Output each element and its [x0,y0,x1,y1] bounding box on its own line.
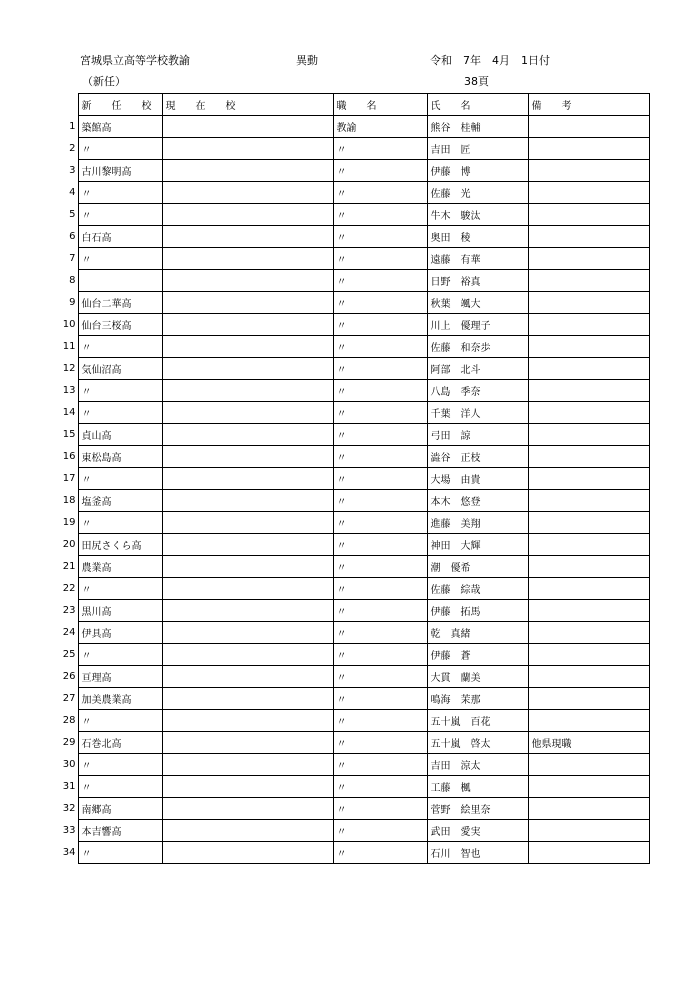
position-cell: 〃 [333,182,427,204]
new-school-cell: 加美農業高 [78,688,162,710]
current-school-cell [162,512,333,534]
table-row [62,578,649,600]
new-school-cell: 〃 [78,402,162,424]
note-cell [528,116,649,138]
position-cell: 〃 [333,402,427,424]
row-number: 28 [62,715,76,726]
note-cell [528,754,649,776]
row-number: 1 [69,121,76,132]
table-row [62,138,649,160]
current-school-cell [162,204,333,226]
new-school-cell: 南郷高 [78,798,162,820]
position-cell: 〃 [333,446,427,468]
note-cell [528,336,649,358]
table-row [62,490,649,512]
position-cell: 〃 [333,820,427,842]
position-cell: 〃 [333,732,427,754]
new-school-cell: 仙台二華高 [78,292,162,314]
row-number: 3 [69,165,76,176]
position-cell: 〃 [333,380,427,402]
current-school-cell [162,600,333,622]
position-cell: 〃 [333,512,427,534]
row-number: 21 [62,561,76,572]
new-school-cell: 伊具高 [78,622,162,644]
current-school-cell [162,710,333,732]
name-cell: 五十嵐 啓太 [427,732,528,754]
table-row [62,468,649,490]
note-cell [528,446,649,468]
personnel-table [62,93,650,864]
name-cell: 阿部 北斗 [427,358,528,380]
position-cell: 〃 [333,314,427,336]
row-number: 27 [62,693,76,704]
new-school-cell: 〃 [78,842,162,864]
current-school-cell [162,732,333,754]
row-number: 32 [62,803,76,814]
position-cell: 〃 [333,600,427,622]
row-number: 16 [62,451,76,462]
table-row [62,820,649,842]
table-row [62,688,649,710]
note-cell [528,688,649,710]
position-cell: 〃 [333,754,427,776]
position-cell: 〃 [333,468,427,490]
position-cell: 〃 [333,138,427,160]
name-cell: 伊藤 博 [427,160,528,182]
table-row [62,644,649,666]
name-cell: 佐藤 光 [427,182,528,204]
current-school-cell [162,380,333,402]
note-cell [528,468,649,490]
position-cell: 〃 [333,248,427,270]
note-cell [528,248,649,270]
new-school-cell: 亘理高 [78,666,162,688]
row-number: 17 [62,473,76,484]
new-school-cell: 〃 [78,710,162,732]
note-cell [528,358,649,380]
note-cell [528,776,649,798]
table-row [62,248,649,270]
current-school-cell [162,490,333,512]
table-row [62,380,649,402]
new-school-cell: 〃 [78,644,162,666]
row-number: 26 [62,671,76,682]
name-cell: 日野 裕真 [427,270,528,292]
name-cell: 佐藤 和奈歩 [427,336,528,358]
position-cell: 〃 [333,358,427,380]
new-school-cell: 東松島高 [78,446,162,468]
table-row [62,182,649,204]
note-cell [528,424,649,446]
new-school-cell: 〃 [78,138,162,160]
section-label: （新任） [82,75,126,88]
row-number: 33 [62,825,76,836]
table-row [62,160,649,182]
new-school-cell: 築館高 [78,116,162,138]
new-school-cell: 本吉響高 [78,820,162,842]
current-school-cell [162,358,333,380]
note-cell [528,292,649,314]
new-school-cell: 〃 [78,380,162,402]
row-number: 34 [62,847,76,858]
name-cell: 伊藤 拓馬 [427,600,528,622]
note-cell [528,314,649,336]
note-cell [528,710,649,732]
table-row [62,512,649,534]
position-cell: 〃 [333,424,427,446]
table-row [62,446,649,468]
new-school-cell: 〃 [78,182,162,204]
new-school-cell: 白石高 [78,226,162,248]
current-school-cell [162,644,333,666]
new-school-cell: 〃 [78,468,162,490]
current-school-cell [162,182,333,204]
row-number: 14 [62,407,76,418]
table-row [62,534,649,556]
position-cell: 〃 [333,556,427,578]
name-cell: 本木 悠登 [427,490,528,512]
position-cell: 〃 [333,622,427,644]
name-cell: 神田 大輝 [427,534,528,556]
table-row [62,666,649,688]
row-number: 23 [62,605,76,616]
name-cell: 石川 智也 [427,842,528,864]
new-school-cell: 仙台三桜高 [78,314,162,336]
effective-date: 令和 7年 4月 1日付 [430,54,550,67]
note-cell: 他県現職 [528,732,649,754]
current-school-header: 現 在 校 [162,94,333,116]
name-cell: 澁谷 正枝 [427,446,528,468]
row-number: 20 [62,539,76,550]
position-cell: 〃 [333,578,427,600]
name-cell: 佐藤 綜哉 [427,578,528,600]
table-row [62,204,649,226]
table-row [62,424,649,446]
name-cell: 川上 優理子 [427,314,528,336]
row-number: 15 [62,429,76,440]
name-cell: 吉田 涼太 [427,754,528,776]
row-number: 2 [69,143,76,154]
row-number: 22 [62,583,76,594]
note-cell [528,600,649,622]
table-row [62,710,649,732]
position-cell: 〃 [333,534,427,556]
position-cell: 〃 [333,336,427,358]
note-cell [528,512,649,534]
current-school-cell [162,314,333,336]
name-cell: 牛木 駿汰 [427,204,528,226]
table-row [62,600,649,622]
current-school-cell [162,688,333,710]
new-school-cell: 〃 [78,248,162,270]
name-cell: 弓田 諒 [427,424,528,446]
name-cell: 乾 真緒 [427,622,528,644]
new-school-cell: 黒川高 [78,600,162,622]
note-cell [528,842,649,864]
position-header: 職 名 [333,94,427,116]
position-cell: 〃 [333,710,427,732]
note-cell [528,644,649,666]
row-number-header [62,94,78,116]
current-school-cell [162,160,333,182]
row-number: 24 [62,627,76,638]
new-school-cell: 農業高 [78,556,162,578]
current-school-cell [162,556,333,578]
position-cell: 〃 [333,644,427,666]
new-school-cell: 気仙沼高 [78,358,162,380]
note-cell [528,138,649,160]
name-cell: 伊藤 蒼 [427,644,528,666]
table-row [62,842,649,864]
row-number: 5 [69,209,76,220]
name-cell: 八島 季奈 [427,380,528,402]
row-number: 10 [62,319,76,330]
page-number: 38頁 [464,75,489,88]
position-cell: 〃 [333,842,427,864]
name-cell: 吉田 匠 [427,138,528,160]
current-school-cell [162,424,333,446]
table-header-row [62,94,649,116]
note-cell [528,182,649,204]
current-school-cell [162,842,333,864]
current-school-cell [162,138,333,160]
new-school-cell: 〃 [78,204,162,226]
position-cell: 〃 [333,204,427,226]
current-school-cell [162,226,333,248]
new-school-cell: 古川黎明高 [78,160,162,182]
position-cell: 〃 [333,226,427,248]
name-cell: 工藤 楓 [427,776,528,798]
name-cell: 熊谷 桂輔 [427,116,528,138]
note-cell [528,490,649,512]
table-row [62,622,649,644]
current-school-cell [162,292,333,314]
row-number: 13 [62,385,76,396]
row-number: 11 [62,341,76,352]
row-number: 31 [62,781,76,792]
name-cell: 菅野 絵里奈 [427,798,528,820]
current-school-cell [162,622,333,644]
name-cell: 五十嵐 百花 [427,710,528,732]
position-cell: 〃 [333,798,427,820]
note-cell [528,402,649,424]
current-school-cell [162,270,333,292]
table-row [62,732,649,754]
table-row [62,336,649,358]
position-cell: 〃 [333,270,427,292]
row-number: 19 [62,517,76,528]
table-row [62,556,649,578]
note-cell [528,798,649,820]
note-header: 備 考 [528,94,649,116]
new-school-cell [78,270,162,292]
row-number: 30 [62,759,76,770]
current-school-cell [162,336,333,358]
new-school-cell: 〃 [78,578,162,600]
current-school-cell [162,446,333,468]
note-cell [528,666,649,688]
current-school-cell [162,402,333,424]
current-school-cell [162,248,333,270]
new-school-cell: 〃 [78,754,162,776]
note-cell [528,380,649,402]
table-row [62,292,649,314]
row-number: 12 [62,363,76,374]
document-category: 異動 [296,54,318,67]
position-cell: 〃 [333,666,427,688]
row-number: 7 [69,253,76,264]
note-cell [528,622,649,644]
row-number: 4 [69,187,76,198]
name-cell: 遠藤 有華 [427,248,528,270]
name-cell: 鳴海 茉那 [427,688,528,710]
new-school-cell: 石巻北高 [78,732,162,754]
table-row [62,402,649,424]
row-number: 8 [69,275,76,286]
row-number: 18 [62,495,76,506]
position-cell: 教諭 [333,116,427,138]
current-school-cell [162,116,333,138]
name-cell: 秋葉 颯大 [427,292,528,314]
current-school-cell [162,754,333,776]
position-cell: 〃 [333,688,427,710]
current-school-cell [162,468,333,490]
note-cell [528,160,649,182]
table-row [62,358,649,380]
position-cell: 〃 [333,292,427,314]
row-number: 6 [69,231,76,242]
position-cell: 〃 [333,160,427,182]
name-cell: 潮 優希 [427,556,528,578]
new-school-cell: 塩釜高 [78,490,162,512]
new-school-cell: 〃 [78,336,162,358]
current-school-cell [162,798,333,820]
name-cell: 進藤 美翔 [427,512,528,534]
name-cell: 奥田 稜 [427,226,528,248]
note-cell [528,556,649,578]
new-school-cell: 〃 [78,776,162,798]
table-row [62,226,649,248]
current-school-cell [162,776,333,798]
note-cell [528,270,649,292]
table-row [62,798,649,820]
note-cell [528,578,649,600]
new-school-cell: 貞山高 [78,424,162,446]
name-cell: 大場 由貴 [427,468,528,490]
name-header: 氏 名 [427,94,528,116]
position-cell: 〃 [333,776,427,798]
name-cell: 武田 愛実 [427,820,528,842]
position-cell: 〃 [333,490,427,512]
row-number: 25 [62,649,76,660]
row-number: 9 [69,297,76,308]
note-cell [528,534,649,556]
note-cell [528,204,649,226]
name-cell: 千葉 洋人 [427,402,528,424]
row-number: 29 [62,737,76,748]
note-cell [528,226,649,248]
name-cell: 大貫 蘭美 [427,666,528,688]
current-school-cell [162,578,333,600]
note-cell [528,820,649,842]
current-school-cell [162,820,333,842]
current-school-cell [162,534,333,556]
document-title: 宮城県立高等学校教諭 [80,54,190,67]
table-row [62,270,649,292]
table-row [62,116,649,138]
new-school-cell: 〃 [78,512,162,534]
table-row [62,754,649,776]
current-school-cell [162,666,333,688]
new-school-header: 新 任 校 [78,94,162,116]
new-school-cell: 田尻さくら高 [78,534,162,556]
table-row [62,314,649,336]
table-row [62,776,649,798]
